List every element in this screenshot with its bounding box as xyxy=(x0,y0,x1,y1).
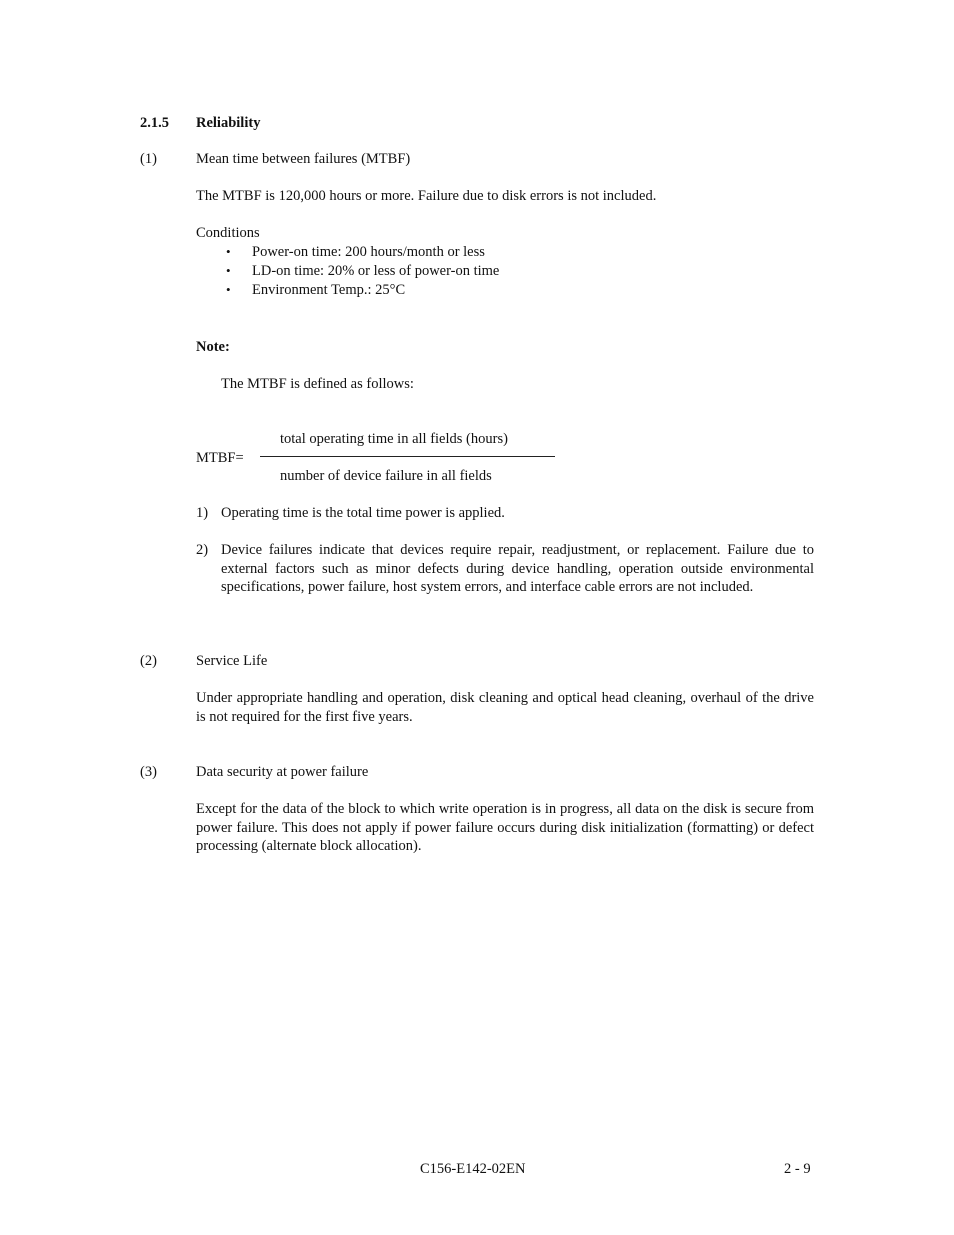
condition-text: Environment Temp.: 25°C xyxy=(252,282,406,298)
note-label: Note: xyxy=(196,339,230,355)
data-security-heading: Data security at power failure xyxy=(196,764,369,780)
service-life-heading: Service Life xyxy=(196,653,268,669)
note-text: Device failures indicate that devices require repair, readjustment, or replacement. Failure due to external factors such as minor defects during device handling, operation outside environmental specifications, power failure, host system errors, and interface cable errors are not included. xyxy=(221,542,814,595)
item-label-data-security: (3) xyxy=(140,764,157,780)
note-intro: The MTBF is defined as follows: xyxy=(221,376,414,392)
bullet-icon: • xyxy=(226,263,231,278)
bullet-icon: • xyxy=(226,282,231,297)
note-marker: 1) xyxy=(196,505,209,521)
condition-text: LD-on time: 20% or less of power-on time xyxy=(252,263,500,279)
item-label-mtbf: (1) xyxy=(140,151,157,167)
note-text: Operating time is the total time power is applied. xyxy=(221,505,505,521)
formula-lhs: MTBF= xyxy=(196,450,244,466)
section-title: Reliability xyxy=(196,115,261,131)
note-marker: 2) xyxy=(196,542,209,558)
condition-text: Power-on time: 200 hours/month or less xyxy=(252,244,485,260)
service-life-body: Under appropriate handling and operation, disk cleaning and optical head cleaning, overhaul of the drive is not required for the first five years. xyxy=(196,690,814,725)
formula-denominator: number of device failure in all fields xyxy=(280,468,492,484)
formula-numerator: total operating time in all fields (hours) xyxy=(280,431,508,447)
section-number: 2.1.5 xyxy=(140,115,169,131)
data-security-body: Except for the data of the block to which write operation is in progress, all data on the disk is secure from power failure. This does not apply if power failure occurs during disk initialization (formatting) or defect processing (alternate block allocation). xyxy=(196,801,814,854)
item-label-service-life: (2) xyxy=(140,653,157,669)
footer-doc-code: C156-E142-02EN xyxy=(420,1161,526,1177)
bullet-icon: • xyxy=(226,244,231,259)
fraction-bar xyxy=(260,456,555,457)
mtbf-heading: Mean time between failures (MTBF) xyxy=(196,151,411,167)
footer-page-number: 2 - 9 xyxy=(784,1161,811,1177)
mtbf-statement: The MTBF is 120,000 hours or more. Failure due to disk errors is not included. xyxy=(196,188,657,204)
conditions-label: Conditions xyxy=(196,225,260,241)
